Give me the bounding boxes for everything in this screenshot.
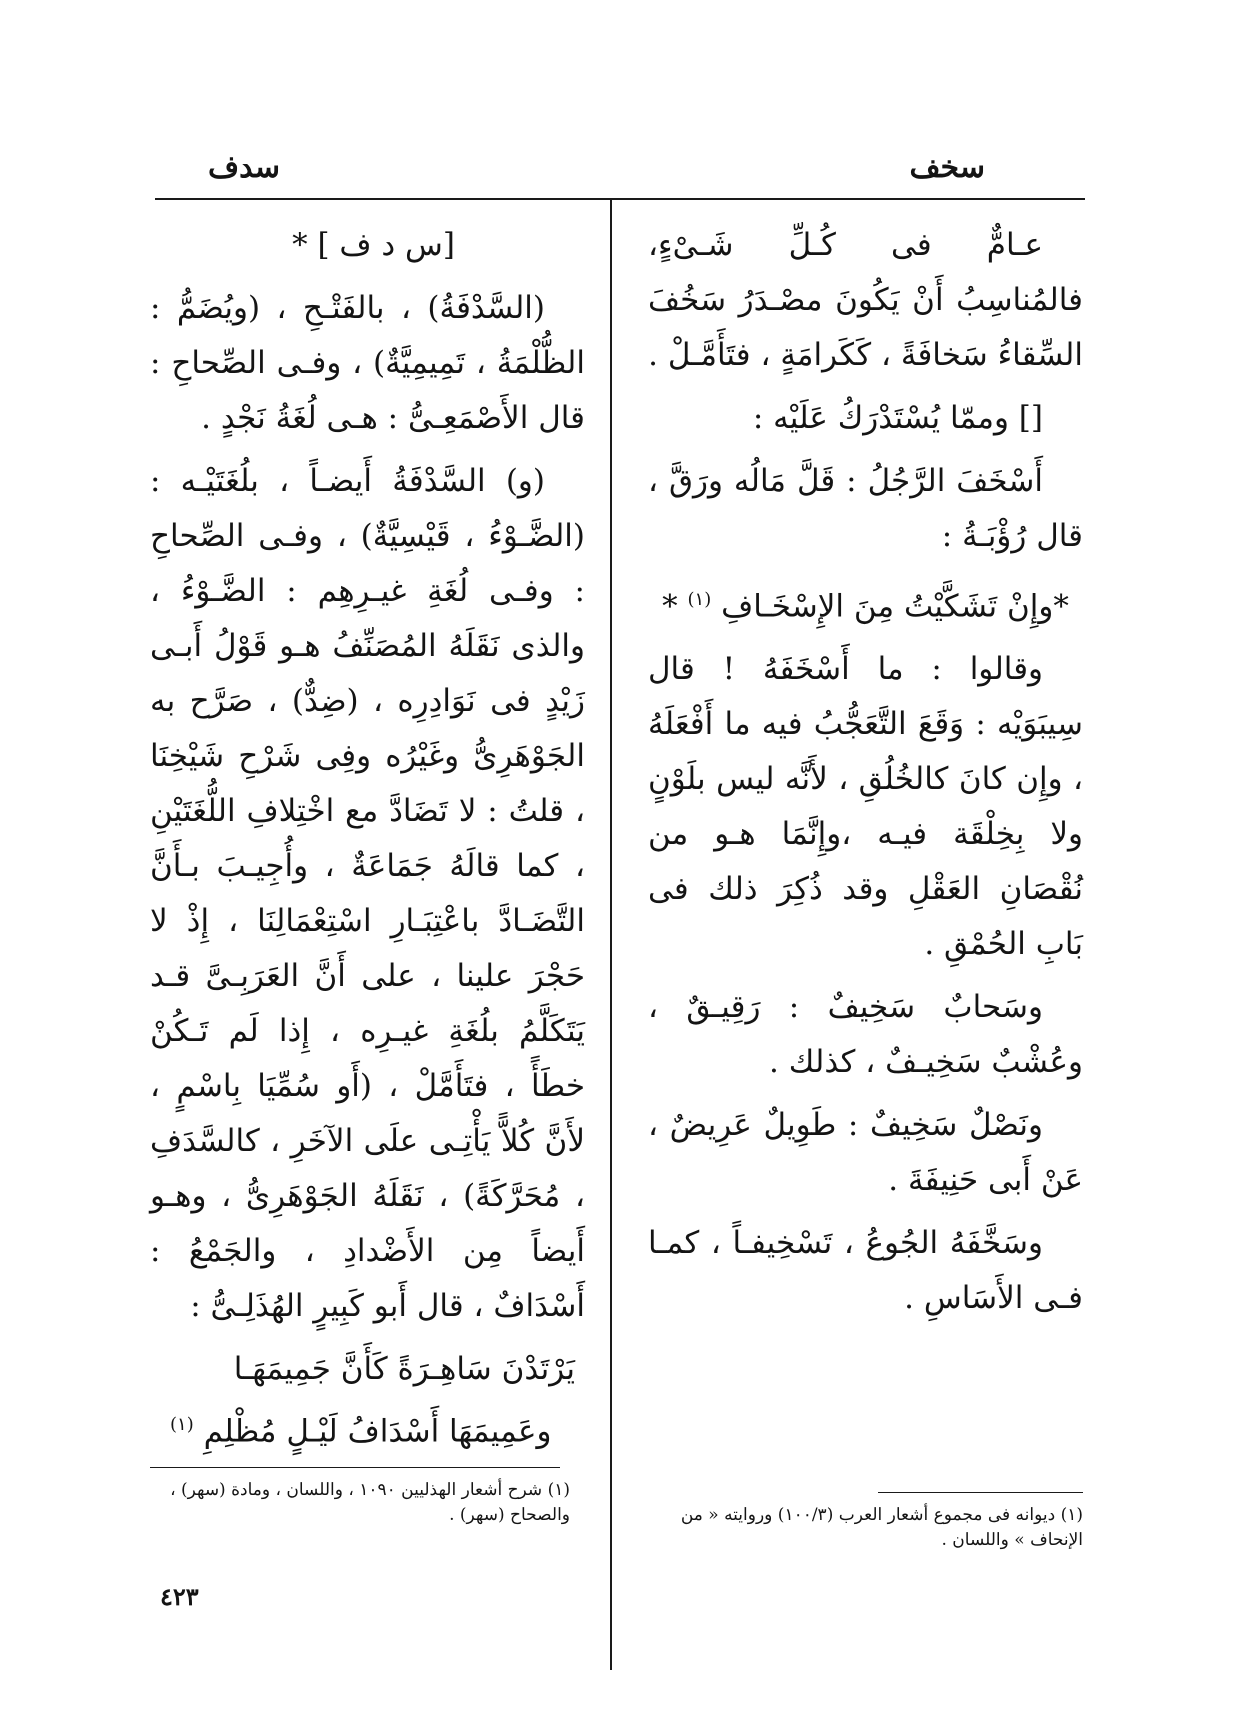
left-column xyxy=(150,218,585,1459)
header-rule xyxy=(155,198,1085,200)
right-paragraph-5: وسَحابٌ سَخِيفٌ : رَقِيـقٌ ، وعُشْبٌ سَخِيـفٌ ، كذلك . xyxy=(648,989,1083,1081)
right-paragraph-2: [] وممّا يُسْتَدْرَكُ عَلَيْه : xyxy=(752,400,1043,436)
footnote-right: (١) ديوانه فى مجموع أشعار العرب (١٠٠/٣) وروايته « من الإنحاف » واللسان . xyxy=(680,1505,1083,1550)
left-verse-line-2-wrap xyxy=(150,1397,585,1459)
right-paragraph-6: ونَصْلٌ سَخِيفٌ : طَوِيلٌ عَرِيضٌ ، عَنْ أَبى حَنِيفَةَ . xyxy=(648,1107,1083,1199)
right-verse xyxy=(648,572,1083,634)
right-verse-footnote-mark: (١) xyxy=(687,589,712,610)
footnote-rule-left xyxy=(150,1467,560,1468)
left-verse-line-2: وعَمِيمَهَا أَسْدَافُ لَيْـلٍ مُظْلِمِ xyxy=(203,1413,552,1450)
right-column xyxy=(648,218,1083,1334)
right-paragraph-1: عـامٌّ فى كُـلِّ شَـىْءٍ، فالمُناسِبُ أَنْ يَكُونَ مصْـدَرُ سَخُفَ السِّقاءُ سَخافَةً ، كَكَرامَةٍ ، فتَأَمَّـلْ . xyxy=(648,227,1083,373)
right-verse-text: *وإِنْ تَشَكَّيْتُ مِنَ الإِسْخَـافِ xyxy=(721,588,1069,625)
right-paragraph-3: أَسْخَفَ الرَّجُلُ : قَلَّ مَالُه ورَقَّ ، قال رُؤْبَـةُ : xyxy=(648,463,1083,554)
running-head-right: سخف xyxy=(909,150,985,185)
left-paragraph-1: (السَّدْفَةُ) ، بالفَتْـحِ ، (ويُضَمُّ : الظُّلْمَةُ ، تَمِيمِيَّةٌ) ، وفـى الصِّحاحِ : قال الأَصْمَعِـىُّ : هـى لُغَةُ نَجْدٍ . xyxy=(150,290,585,436)
footnote-rule-right xyxy=(878,1492,1083,1493)
running-head-left: سدف xyxy=(208,150,280,185)
right-paragraph-4: وقالوا : ما أَسْخَفَهُ ! قال سِيبَوَيْه : وَقَعَ التَّعَجُّبُ فيه ما أَفْعَلَهُ ، وإِن كانَ كالخُلُقِ ، لأَنَّه ليس بلَوْنٍ ولا بِخِلْقَة فيـه ،وإِنَّمَا هـو من نُقْصَانِ العَقْلِ وقد ذُكِرَ ذلك فى بَابِ الحُمْقِ . xyxy=(648,651,1083,963)
right-verse-end: * xyxy=(662,588,678,625)
right-paragraph-7: وسَخَّفَهُ الجُوعُ ، تَسْخِيفـاً ، كمـا فـى الأَسَاسِ . xyxy=(648,1225,1083,1317)
root-heading: [س د ف ] * xyxy=(292,227,455,263)
footnote-left: (١) شرح أشعار الهذليين ١٠٩٠ ، واللسان ، ومادة (سهر) ، والصحاح (سهر) . xyxy=(170,1480,570,1525)
left-verse xyxy=(150,1342,585,1459)
page-number: ٤٢٣ xyxy=(160,1582,199,1611)
column-divider xyxy=(610,200,612,1670)
left-paragraph-2: (و) السَّدْفَةُ أَيضـاً ، بلُغَتَيْـه : (الضَّـوْءُ ، قَيْسِيَّةٌ) ، وفـى الصِّحاحِ : وفـى لُغَةِ غيـرِهِم : الضَّـوْءُ ، والذى نَقَلَهُ المُصَنِّفُ هـو قَوْلُ أَبـى زَيْدٍ فى نَوَادِرِه ، (ضِدٌّ) ، صَرَّح به الجَوْهَرِىُّ وغَيْرُه وفِى شَرْحِ شَيْخِنَا ، قلتُ : لا تَضَادَّ مع اخْتِلافِ اللُّغَتَيْنِ ، كما قالَهُ جَمَاعَةٌ ، وأُجِيـبَ بـأَنَّ التَّضَـادَّ باعْتِبَـارِ اسْتِعْمَالِنَا ، إِذْ لا حَجْرَ علينا ، على أَنَّ العَرَبِـىَّ قـد يَتَكَلَّمُ بلُغَةِ غيـرِه ، إِذا لَم تَـكُنْ خطَأً ، فتَأَمَّلْ ، (أَو سُمِّيَا بِاسْمٍ ، لأَنَّ كُلاًّ يَأْتِـى علَى الآخَرِ ، كالسَّدَفِ ، مُحَرَّكَةً) ، نَقَلَهُ الجَوْهَرِىُّ ، وهـو أَيضاً مِن الأَضْدادِ ، والجَمْعُ : أَسْدَافٌ ، قال أَبو كَبِيرٍ الهُذَلِـىُّ : xyxy=(150,463,585,1324)
left-verse-footnote-mark: (١) xyxy=(170,1414,194,1435)
left-verse-line-1: يَرْتَدْنَ سَاهِـرَةً كَأَنَّ جَمِيمَهَـا xyxy=(233,1351,575,1387)
